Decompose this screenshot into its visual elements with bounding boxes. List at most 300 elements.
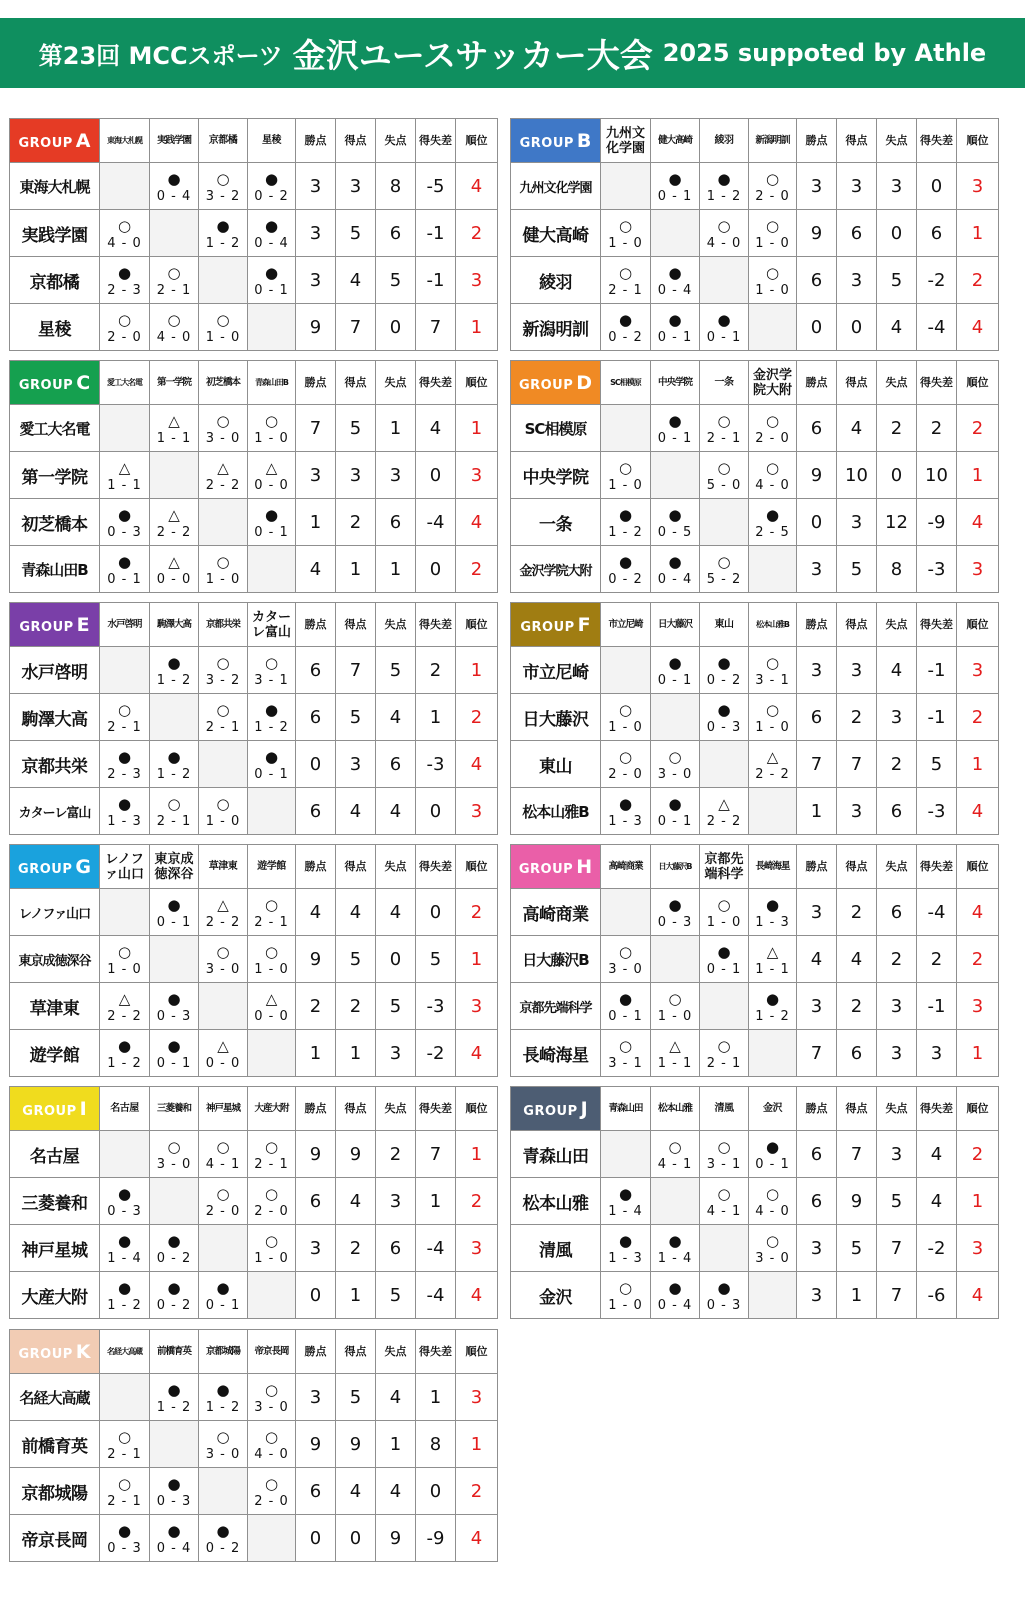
goals-for: 2	[837, 983, 877, 1030]
match-result	[199, 1515, 248, 1562]
goals-against: 3	[376, 1178, 416, 1225]
result-symbol: ○	[717, 458, 731, 477]
result-score: 3 - 0	[205, 961, 241, 977]
match-result	[199, 1272, 248, 1319]
result-score: 5 - 0	[706, 477, 742, 493]
rank: 2	[957, 1131, 999, 1178]
team-row	[511, 741, 999, 788]
goal-diff: -1	[917, 983, 957, 1030]
opponent-header: 東海大札幌	[100, 119, 150, 163]
result-symbol: ●	[264, 700, 279, 719]
result-score: 1 - 3	[608, 1250, 643, 1266]
result-symbol: ○	[216, 653, 230, 672]
result-score: 2 - 2	[706, 813, 742, 829]
match-result	[199, 452, 248, 499]
team-row	[511, 936, 999, 983]
match-result	[150, 304, 199, 351]
result-score: 0 - 3	[107, 1203, 142, 1219]
stat-header-goals-against: 失点	[376, 119, 416, 163]
opponent-header: 初芝橋本	[199, 361, 248, 405]
match-result	[100, 1515, 150, 1562]
match-result	[601, 788, 651, 835]
result-score: 2 - 1	[254, 914, 289, 930]
team-row	[10, 452, 498, 499]
match-result	[150, 499, 199, 546]
result-symbol: ●	[167, 989, 181, 1008]
match-result	[749, 499, 797, 546]
match-result	[199, 889, 248, 936]
goals-against: 5	[376, 983, 416, 1030]
stat-header-wins-points: 勝点	[797, 119, 837, 163]
team-name: SC相模原	[511, 405, 601, 452]
rank: 4	[957, 499, 999, 546]
opponent-header: 遊学館	[248, 845, 296, 889]
match-result	[248, 1468, 296, 1515]
match-result	[100, 1421, 150, 1468]
result-score: 0 - 2	[156, 1250, 192, 1266]
result-score: 2 - 0	[205, 1203, 241, 1219]
stat-header-goals-against: 失点	[376, 1330, 416, 1374]
result-score: 0 - 1	[608, 1008, 643, 1024]
match-result	[749, 257, 797, 304]
team-name: 名経大高蔵	[10, 1374, 100, 1421]
match-result	[749, 983, 797, 1030]
result-score: 0 - 3	[706, 719, 742, 735]
result-score: 1 - 0	[107, 961, 142, 977]
result-score: 1 - 2	[755, 1008, 790, 1024]
opponent-header: 日大藤沢	[651, 603, 700, 647]
team-name: 東京成徳深谷	[10, 936, 100, 983]
goals-against: 4	[376, 889, 416, 936]
result-score: 0 - 1	[107, 571, 142, 587]
match-result	[199, 1131, 248, 1178]
stat-header-goal-diff: 得失差	[416, 1087, 456, 1131]
group-a-table	[9, 118, 497, 350]
goals-against: 8	[376, 163, 416, 210]
group-label	[10, 1087, 100, 1131]
group-letter: D	[576, 371, 593, 394]
result-symbol: ●	[717, 310, 731, 329]
team-row	[10, 983, 498, 1030]
result-symbol: ●	[618, 310, 633, 329]
group-k-table	[9, 1329, 497, 1561]
stat-header-rank: 順位	[957, 845, 999, 889]
goals-for: 5	[837, 546, 877, 593]
stat-header-goals-for: 得点	[336, 119, 376, 163]
goals-against: 5	[376, 647, 416, 694]
result-score: 0 - 0	[254, 477, 289, 493]
team-row	[10, 1030, 498, 1077]
result-score: 0 - 1	[706, 329, 742, 345]
match-result	[100, 741, 150, 788]
result-symbol: ●	[167, 895, 181, 914]
group-word: GROUP	[18, 1346, 73, 1362]
team-row	[10, 647, 498, 694]
result-score: 1 - 0	[254, 961, 289, 977]
result-score: 4 - 0	[755, 1203, 790, 1219]
opponent-header: レノファ山口	[100, 845, 150, 889]
stat-header-goals-against: 失点	[877, 845, 917, 889]
result-score: 1 - 1	[107, 477, 142, 493]
match-result	[150, 405, 199, 452]
stat-header-goal-diff: 得失差	[917, 361, 957, 405]
result-symbol: ○	[717, 216, 731, 235]
stat-header-rank: 順位	[456, 361, 498, 405]
opponent-header: 名経大高蔵	[100, 1330, 150, 1374]
opponent-header: 金沢	[749, 1087, 797, 1131]
match-result	[199, 1030, 248, 1077]
match-result	[651, 889, 700, 936]
result-score: 0 - 2	[156, 1297, 192, 1313]
self-match-cell	[700, 741, 749, 788]
match-result	[100, 983, 150, 1030]
match-result	[100, 499, 150, 546]
group-word: GROUP	[523, 1103, 578, 1119]
match-result	[248, 163, 296, 210]
team-row	[10, 546, 498, 593]
result-symbol: ●	[117, 1231, 132, 1250]
stat-header-goal-diff: 得失差	[917, 603, 957, 647]
points: 7	[797, 1030, 837, 1077]
points: 3	[797, 647, 837, 694]
match-result	[749, 936, 797, 983]
result-symbol: ○	[264, 1474, 279, 1493]
match-result	[601, 741, 651, 788]
result-score: 3 - 0	[205, 430, 241, 446]
goal-diff: 4	[416, 405, 456, 452]
goal-diff: 2	[917, 936, 957, 983]
opponent-header: 市立尼崎	[601, 603, 651, 647]
result-symbol: ○	[216, 552, 230, 571]
rank: 1	[957, 1030, 999, 1077]
result-score: 0 - 1	[254, 524, 289, 540]
result-symbol: ●	[264, 216, 279, 235]
result-symbol: △	[265, 989, 278, 1008]
match-result	[199, 304, 248, 351]
team-row	[10, 788, 498, 835]
result-symbol: ○	[216, 794, 230, 813]
team-name: 前橋育英	[10, 1421, 100, 1468]
goals-for: 5	[336, 936, 376, 983]
result-score: 2 - 2	[205, 477, 241, 493]
opponent-header: 水戸啓明	[100, 603, 150, 647]
result-symbol: ○	[167, 310, 181, 329]
goal-diff: 7	[416, 304, 456, 351]
title-part-1: 第23回 MCCスポーツ	[38, 41, 283, 70]
result-symbol: ●	[117, 552, 132, 571]
team-row	[10, 694, 498, 741]
result-symbol: △	[718, 794, 730, 813]
points: 6	[797, 1131, 837, 1178]
goal-diff: 3	[917, 1030, 957, 1077]
team-name: 九州文化学園	[511, 163, 601, 210]
result-symbol: ●	[167, 1474, 181, 1493]
result-score: 0 - 1	[657, 813, 693, 829]
result-symbol: △	[217, 458, 229, 477]
rank: 3	[456, 452, 498, 499]
points: 7	[797, 741, 837, 788]
result-symbol: ○	[765, 216, 780, 235]
result-symbol: ●	[717, 942, 731, 961]
stat-header-rank: 順位	[456, 1087, 498, 1131]
goal-diff: -1	[416, 210, 456, 257]
stat-header-goal-diff: 得失差	[917, 845, 957, 889]
result-symbol: ○	[264, 1380, 279, 1399]
match-result	[199, 163, 248, 210]
points: 6	[797, 257, 837, 304]
result-symbol: ○	[618, 263, 633, 282]
result-symbol: △	[766, 747, 779, 766]
result-score: 3 - 0	[755, 1250, 790, 1266]
match-result	[651, 741, 700, 788]
rank: 2	[456, 889, 498, 936]
rank: 2	[957, 694, 999, 741]
group-f-table	[510, 602, 998, 834]
opponent-header: 名古屋	[100, 1087, 150, 1131]
team-name: 京都共栄	[10, 741, 100, 788]
stat-header-goals-against: 失点	[877, 603, 917, 647]
match-result	[601, 210, 651, 257]
match-result	[651, 546, 700, 593]
self-match-cell	[248, 1272, 296, 1319]
result-symbol: ●	[668, 895, 682, 914]
points: 3	[797, 889, 837, 936]
rank: 3	[957, 163, 999, 210]
self-match-cell	[749, 1272, 797, 1319]
goals-for: 7	[837, 741, 877, 788]
rank: 2	[456, 1468, 498, 1515]
match-result	[700, 936, 749, 983]
result-score: 2 - 1	[205, 719, 241, 735]
result-score: 1 - 2	[706, 188, 742, 204]
result-symbol: △	[168, 505, 180, 524]
rank: 3	[957, 546, 999, 593]
stat-header-goals-for: 得点	[336, 1330, 376, 1374]
result-symbol: △	[168, 552, 180, 571]
match-result	[601, 257, 651, 304]
result-symbol: ○	[216, 1137, 230, 1156]
team-name: 日大藤沢	[511, 694, 601, 741]
goals-for: 4	[837, 405, 877, 452]
result-score: 3 - 0	[156, 1156, 192, 1172]
rank: 4	[957, 304, 999, 351]
goals-against: 6	[376, 1225, 416, 1272]
opponent-header: 第一学院	[150, 361, 199, 405]
match-result	[100, 1272, 150, 1319]
match-result	[601, 1225, 651, 1272]
team-row	[10, 1421, 498, 1468]
result-score: 2 - 0	[755, 430, 790, 446]
group-j-table	[510, 1086, 998, 1318]
result-score: 0 - 3	[657, 914, 693, 930]
result-symbol: ○	[216, 1184, 230, 1203]
result-symbol: ○	[264, 1184, 279, 1203]
team-name: 実践学園	[10, 210, 100, 257]
goals-against: 5	[376, 257, 416, 304]
stat-header-goals-for: 得点	[336, 361, 376, 405]
result-symbol: ●	[668, 552, 682, 571]
points: 2	[296, 983, 336, 1030]
match-result	[100, 1225, 150, 1272]
group-label	[10, 1330, 100, 1374]
result-symbol: ●	[167, 653, 181, 672]
goals-for: 1	[837, 1272, 877, 1319]
stat-header-rank: 順位	[456, 845, 498, 889]
goals-for: 5	[837, 1225, 877, 1272]
points: 6	[797, 1178, 837, 1225]
self-match-cell	[248, 304, 296, 351]
team-name: 青森山田	[511, 1131, 601, 1178]
team-row	[10, 1131, 498, 1178]
result-symbol: ○	[717, 1184, 731, 1203]
goals-for: 4	[336, 788, 376, 835]
team-name: 京都城陽	[10, 1468, 100, 1515]
result-score: 0 - 3	[156, 1493, 192, 1509]
goal-diff: -4	[917, 889, 957, 936]
points: 6	[296, 1468, 336, 1515]
match-result	[749, 889, 797, 936]
match-result	[248, 936, 296, 983]
match-result	[700, 694, 749, 741]
match-result	[601, 546, 651, 593]
result-score: 1 - 1	[755, 961, 790, 977]
result-score: 3 - 0	[608, 961, 643, 977]
team-name: 清風	[511, 1225, 601, 1272]
result-score: 0 - 0	[205, 1055, 241, 1071]
team-row	[10, 257, 498, 304]
team-row	[511, 788, 999, 835]
points: 1	[296, 499, 336, 546]
match-result	[700, 1178, 749, 1225]
opponent-header: 京都橘	[199, 119, 248, 163]
result-score: 2 - 3	[107, 766, 142, 782]
group-label	[10, 845, 100, 889]
match-result	[100, 210, 150, 257]
goals-against: 3	[877, 694, 917, 741]
self-match-cell	[651, 936, 700, 983]
match-result	[199, 936, 248, 983]
match-result	[150, 257, 199, 304]
result-score: 3 - 0	[657, 766, 693, 782]
goal-diff: -1	[416, 257, 456, 304]
rank: 2	[957, 405, 999, 452]
result-score: 2 - 1	[107, 1446, 142, 1462]
match-result	[749, 694, 797, 741]
match-result	[651, 647, 700, 694]
self-match-cell	[150, 1421, 199, 1468]
team-name: 三菱養和	[10, 1178, 100, 1225]
self-match-cell	[601, 163, 651, 210]
result-symbol: ●	[264, 505, 279, 524]
team-name: 市立尼崎	[511, 647, 601, 694]
goals-for: 3	[837, 788, 877, 835]
goals-against: 1	[376, 405, 416, 452]
match-result	[248, 1131, 296, 1178]
team-name: 健大高崎	[511, 210, 601, 257]
result-score: 2 - 1	[608, 282, 643, 298]
points: 6	[296, 1178, 336, 1225]
goals-against: 4	[877, 304, 917, 351]
team-row	[511, 1225, 999, 1272]
stat-header-wins-points: 勝点	[797, 603, 837, 647]
stat-header-goals-against: 失点	[376, 361, 416, 405]
result-symbol: ○	[765, 1231, 780, 1250]
points: 6	[296, 694, 336, 741]
result-score: 0 - 4	[156, 1540, 192, 1556]
rank: 4	[456, 741, 498, 788]
result-score: 0 - 4	[254, 235, 289, 251]
points: 6	[797, 694, 837, 741]
result-score: 5 - 2	[706, 571, 742, 587]
goal-diff: 0	[416, 788, 456, 835]
team-name: 長崎海星	[511, 1030, 601, 1077]
opponent-header: SC相模原	[601, 361, 651, 405]
self-match-cell	[651, 452, 700, 499]
match-result	[248, 983, 296, 1030]
points: 6	[296, 788, 336, 835]
opponent-header: 愛工大名電	[100, 361, 150, 405]
result-score: 2 - 1	[254, 1156, 289, 1172]
result-symbol: ●	[167, 169, 181, 188]
stat-header-goals-against: 失点	[376, 603, 416, 647]
result-symbol: ○	[765, 653, 780, 672]
result-symbol: ○	[618, 1278, 633, 1297]
goals-against: 4	[376, 1468, 416, 1515]
goal-diff: 0	[416, 1468, 456, 1515]
stat-header-wins-points: 勝点	[296, 361, 336, 405]
team-name: 愛工大名電	[10, 405, 100, 452]
result-symbol: ●	[167, 1231, 181, 1250]
opponent-header: 一条	[700, 361, 749, 405]
points: 3	[296, 163, 336, 210]
group-letter: K	[75, 1340, 91, 1363]
group-i-table	[9, 1086, 497, 1318]
group-d-table	[510, 360, 998, 592]
goals-against: 3	[877, 163, 917, 210]
rank: 1	[957, 741, 999, 788]
goals-against: 7	[877, 1225, 917, 1272]
team-name: 京都先端科学	[511, 983, 601, 1030]
result-score: 1 - 0	[205, 329, 241, 345]
result-symbol: ○	[618, 1036, 633, 1055]
points: 0	[296, 741, 336, 788]
goals-for: 4	[336, 257, 376, 304]
team-row	[10, 304, 498, 351]
group-word: GROUP	[519, 135, 574, 151]
match-result	[601, 983, 651, 1030]
result-score: 1 - 1	[657, 1055, 693, 1071]
match-result	[199, 1178, 248, 1225]
points: 0	[797, 499, 837, 546]
result-score: 1 - 3	[755, 914, 790, 930]
team-row	[511, 647, 999, 694]
rank: 2	[957, 936, 999, 983]
rank: 1	[456, 936, 498, 983]
result-score: 0 - 2	[608, 571, 643, 587]
match-result	[100, 257, 150, 304]
self-match-cell	[199, 257, 248, 304]
goals-against: 5	[877, 257, 917, 304]
goal-diff: -1	[917, 647, 957, 694]
result-symbol: ●	[668, 794, 682, 813]
match-result	[700, 210, 749, 257]
team-row	[10, 889, 498, 936]
rank: 4	[456, 1272, 498, 1319]
result-symbol: ●	[264, 747, 279, 766]
match-result	[651, 1030, 700, 1077]
goals-for: 1	[336, 1030, 376, 1077]
team-row	[511, 983, 999, 1030]
